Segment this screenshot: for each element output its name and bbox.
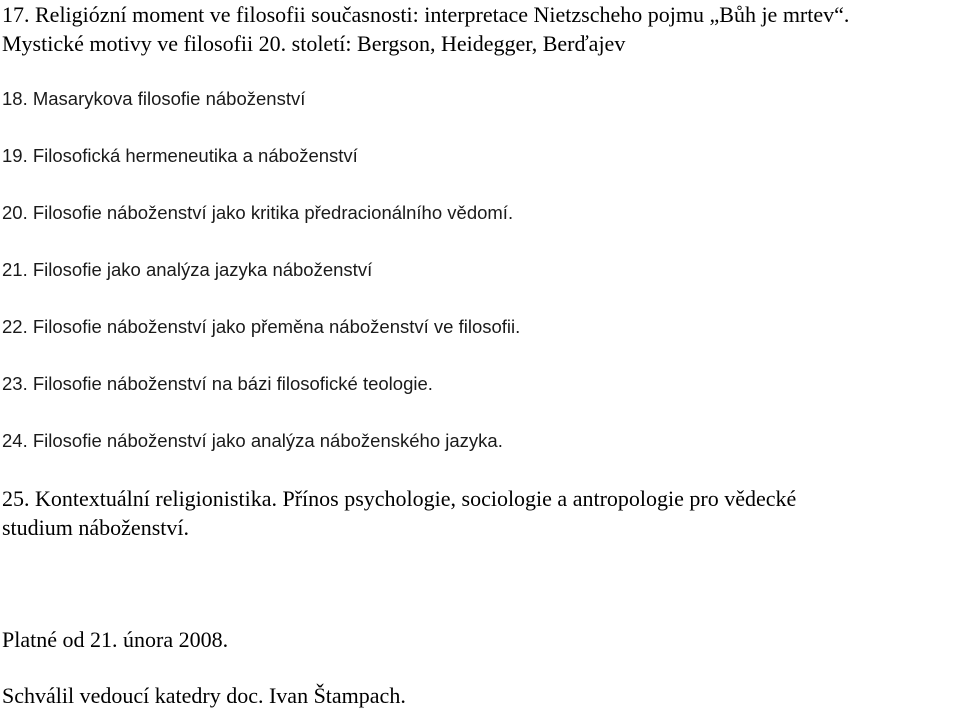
- item-20: 20. Filosofie náboženství jako kritika předracionálního vědomí.: [2, 202, 514, 223]
- item-18: 18. Masarykova filosofie náboženství: [2, 88, 306, 109]
- item-24: 24. Filosofie náboženství jako analýza náboženského jazyka.: [2, 430, 503, 451]
- item-21: 21. Filosofie jako analýza jazyka náboženství: [2, 259, 373, 280]
- approval-note: Schválil vedoucí katedry doc. Ivan Štampach.: [2, 683, 406, 708]
- item-17-line-2: Mystické motivy ve filosofii 20. století: Bergson, Heidegger, Berďajev: [2, 31, 626, 56]
- item-23: 23. Filosofie náboženství na bázi filosofické teologie.: [2, 373, 433, 394]
- item-22: 22. Filosofie náboženství jako přeměna náboženství ve filosofii.: [2, 316, 521, 337]
- item-25-line-2: studium náboženství.: [2, 515, 189, 540]
- validity-note: Platné od 21. února 2008.: [2, 627, 229, 652]
- item-25-line-1: 25. Kontextuální religionistika. Přínos psychologie, sociologie a antropologie pro vědecké: [2, 486, 797, 511]
- item-17-line-1: 17. Religiózní moment ve filosofii současnosti: interpretace Nietzscheho pojmu „Bůh je mrtev“.: [2, 2, 850, 27]
- item-19: 19. Filosofická hermeneutika a náboženství: [2, 145, 358, 166]
